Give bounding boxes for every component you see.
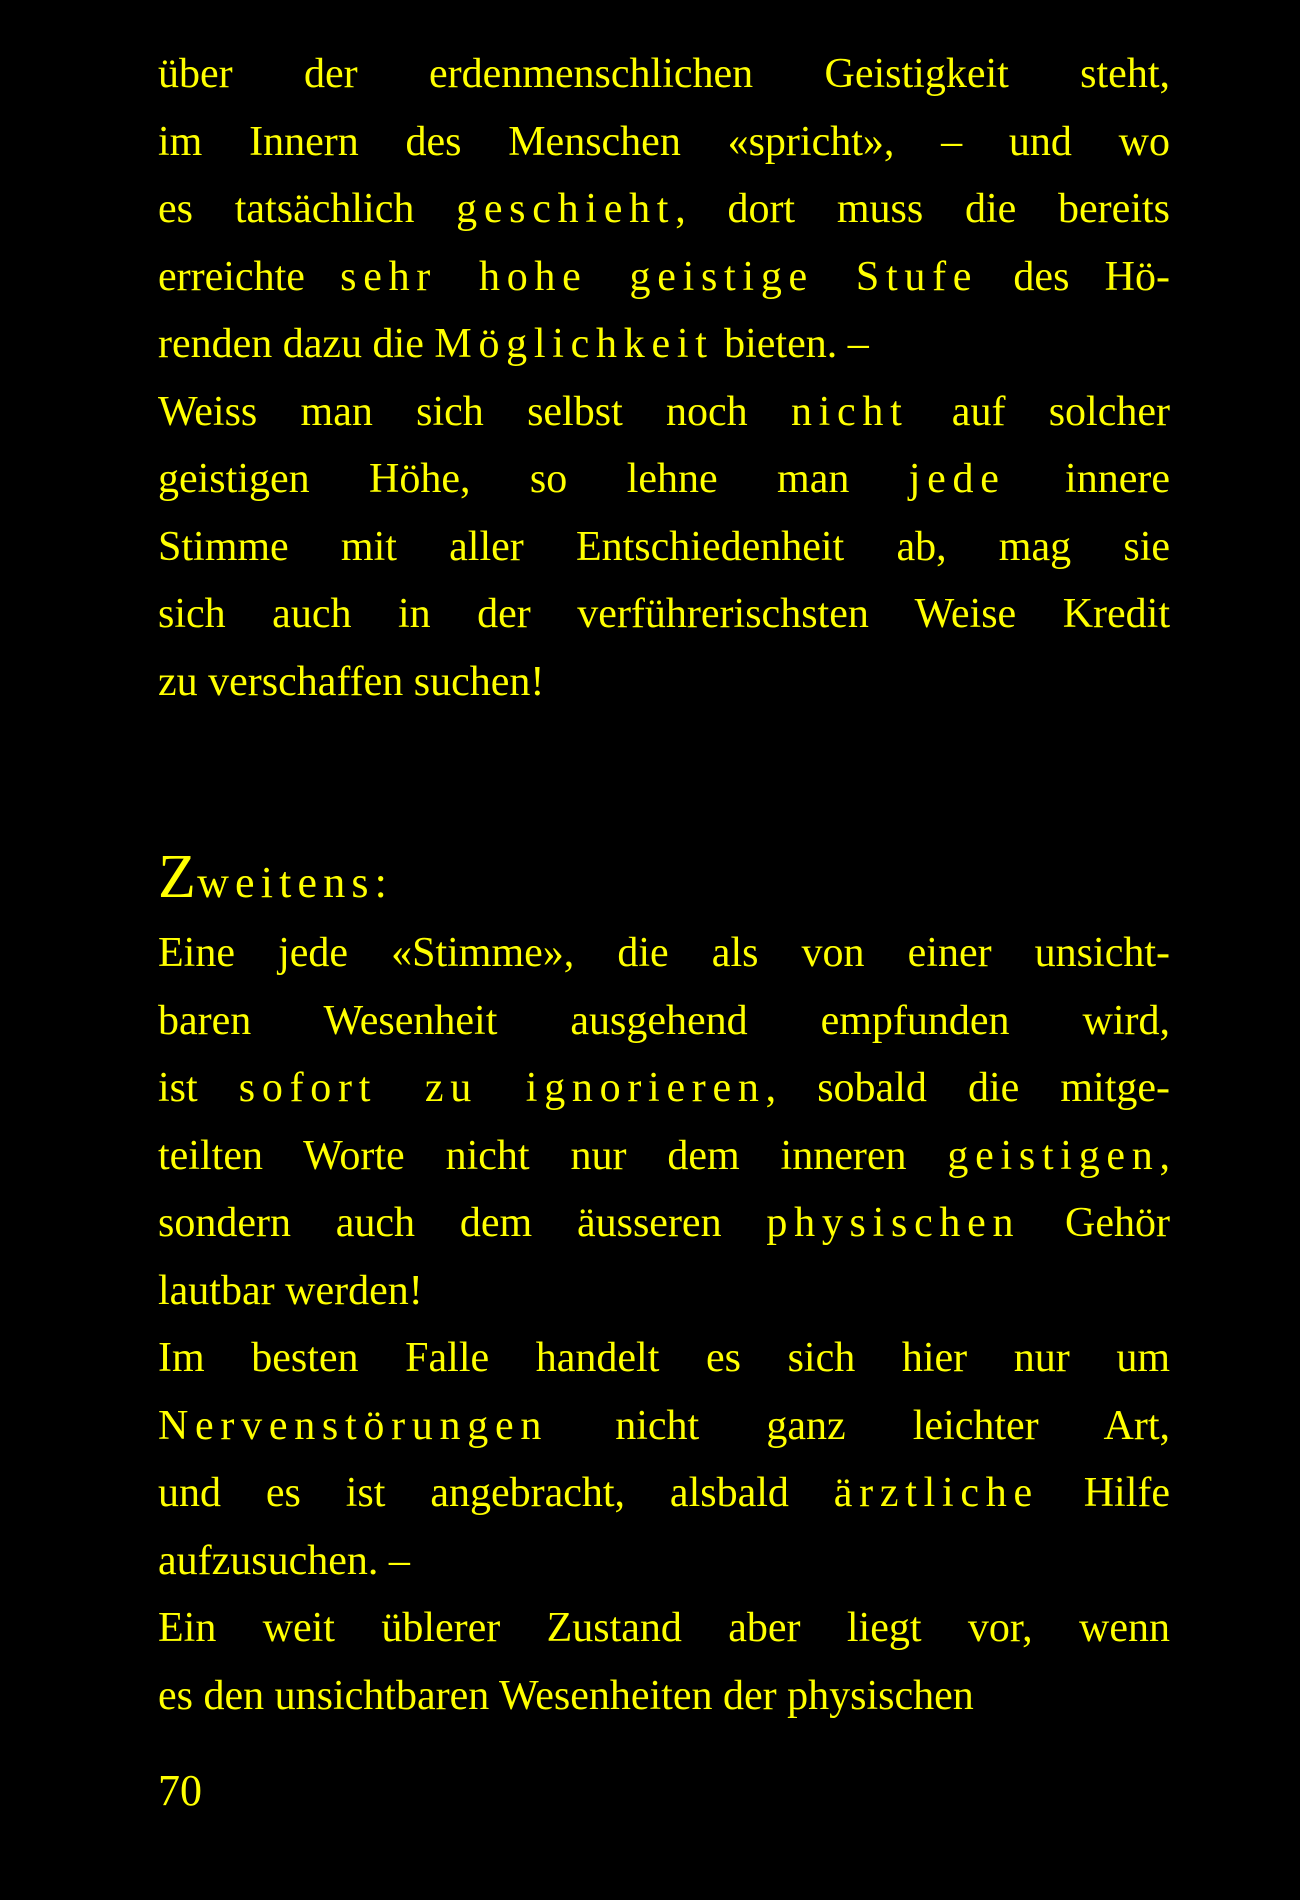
text-line <box>158 514 1170 582</box>
paragraph <box>158 1325 1170 1595</box>
text-line <box>158 1055 1170 1123</box>
text-segment: Im besten Falle handelt es sich hier nur um <box>158 1335 1170 1381</box>
text-segment: geistigen Höhe, so lehne man <box>158 456 909 502</box>
spaced-emphasis: jede <box>908 456 1006 502</box>
text-line <box>158 1258 1170 1326</box>
text-segment: Stimme mit aller Entschiedenheit ab, mag sie <box>158 523 1170 570</box>
text-segment: renden dazu die <box>158 321 435 367</box>
text-segment: sich auch in der verführerischsten Weise Kredit <box>158 591 1170 637</box>
text-segment: Ein weit üblerer Zustand aber liegt vor, wenn <box>158 1605 1170 1651</box>
text-segment: aufzusuchen. – <box>158 1537 410 1584</box>
text-segment: es tatsächlich <box>158 186 457 232</box>
text-block-top <box>158 41 1170 716</box>
text-line <box>158 109 1170 177</box>
text-line <box>158 176 1170 244</box>
heading-rest: weitens: <box>197 858 394 907</box>
text-line <box>158 1325 1170 1393</box>
paragraph <box>158 920 1170 1325</box>
spaced-emphasis: Möglichkeit <box>434 321 714 367</box>
section-heading <box>158 835 1170 920</box>
text-segment: zu verschaffen suchen! <box>158 658 545 705</box>
text-segment: und es ist angebracht, alsbald <box>158 1470 834 1516</box>
text-line <box>158 311 1170 379</box>
text-segment: innere <box>1005 456 1170 502</box>
text-segment: ist <box>158 1065 239 1111</box>
text-line <box>158 446 1170 514</box>
paragraph <box>158 1595 1170 1730</box>
text-segment: Eine jede «Stimme», die als von einer unsicht- <box>158 930 1170 976</box>
text-line <box>158 581 1170 649</box>
text-line <box>158 988 1170 1056</box>
text-segment: es den unsichtbaren Wesenheiten der physischen <box>158 1672 974 1719</box>
text-segment: im Innern des Menschen «spricht», – und wo <box>158 118 1170 165</box>
spaced-emphasis: geistigen <box>947 1132 1160 1179</box>
spaced-emphasis: physischen <box>766 1200 1021 1246</box>
text-line <box>158 1393 1170 1461</box>
text-line <box>158 1190 1170 1258</box>
text-line <box>158 1123 1170 1191</box>
text-line <box>158 1460 1170 1528</box>
spaced-emphasis: sofort zu ignorieren <box>238 1065 766 1111</box>
text-segment: teilten Worte nicht nur dem inneren <box>158 1132 948 1179</box>
page-number: 70 <box>158 1766 202 1815</box>
spaced-emphasis: nicht <box>790 388 909 435</box>
text-segment: auf solcher <box>908 388 1170 435</box>
text-segment: , dort muss die bereits <box>675 186 1170 232</box>
text-segment: des Hö- <box>978 253 1170 300</box>
text-line <box>158 41 1170 109</box>
text-segment: Hilfe <box>1038 1470 1171 1516</box>
text-segment: baren Wesenheit ausgehend empfunden wird, <box>158 997 1170 1044</box>
text-segment: erreichte <box>158 253 341 300</box>
paragraph <box>158 379 1170 717</box>
spaced-emphasis: ärztliche <box>833 1470 1039 1516</box>
text-line <box>158 1663 1170 1731</box>
text-segment: bieten. – <box>713 321 869 367</box>
text-line <box>158 379 1170 447</box>
text-segment: sondern auch dem äusseren <box>158 1200 767 1246</box>
text-line <box>158 649 1170 717</box>
text-line <box>158 1528 1170 1596</box>
text-line <box>158 244 1170 312</box>
text-segment: Gehör <box>1020 1200 1170 1246</box>
text-segment: , <box>1159 1132 1170 1179</box>
spaced-emphasis: sehr hohe geistige Stufe <box>340 253 979 300</box>
text-segment: lautbar werden! <box>158 1267 423 1314</box>
spaced-emphasis: geschieht <box>456 186 676 232</box>
text-segment: nicht ganz leichter Art, <box>548 1402 1170 1449</box>
text-line <box>158 1595 1170 1663</box>
paragraph <box>158 41 1170 379</box>
text-line <box>158 920 1170 988</box>
heading-initial: Z <box>158 843 198 911</box>
text-segment: , sobald die mitge- <box>765 1065 1170 1111</box>
spaced-emphasis: Nervenstörungen <box>158 1402 549 1449</box>
text-segment: über der erdenmenschlichen Geistigkeit steht, <box>158 51 1170 97</box>
text-segment: Weiss man sich selbst noch <box>158 388 791 435</box>
text-block-bottom <box>158 835 1170 1730</box>
